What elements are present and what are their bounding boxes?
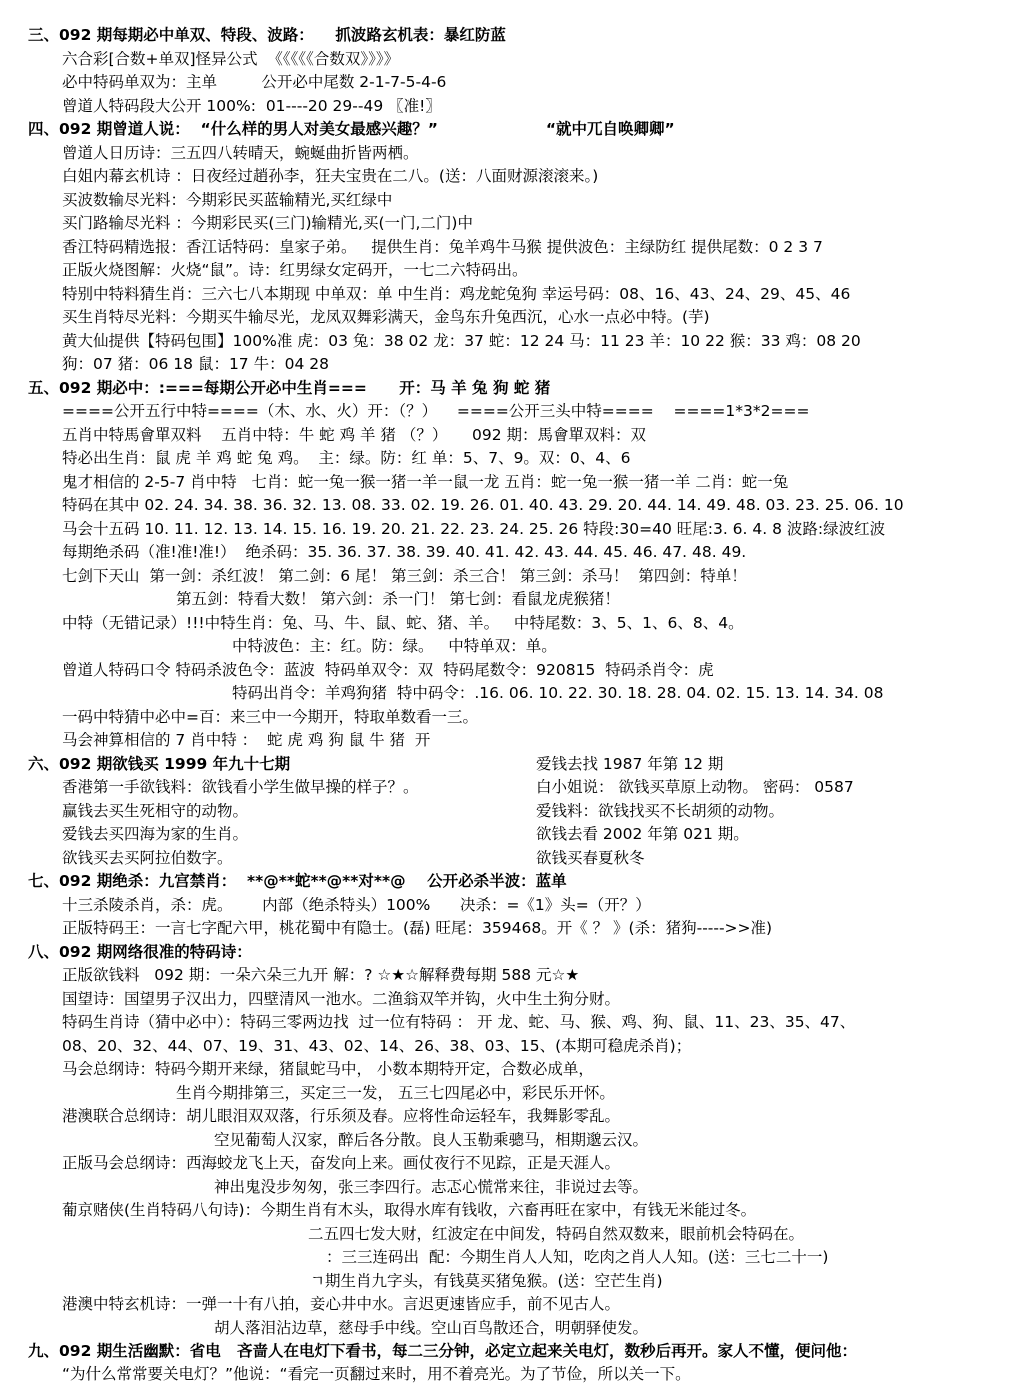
line-xiangjiang: 香江特码精选报：香江话特码：皇家子弟。 提供生肖：兔羊鸡牛马猴 提供波色：主绿防红 提供尾数：0 2 3 7 <box>62 237 823 256</box>
line-record: 中特（无错记录）!!!中特生肖：兔、马、牛、鼠、蛇、猪、羊。 中特尾数：3、5、1、6、8、4。 <box>62 613 744 632</box>
line-section-6: 六、092 期欲钱买 1999 年九十七期 <box>28 754 291 773</box>
line-fire-chart: 正版火烧图解：火烧“鼠”。诗：红男绿女定码开，一七二六特码出。 <box>62 261 528 279</box>
line-section-5: 五、092 期必中：:===每期公开必中生肖=== 开：马 羊 兔 狗 蛇 猪 <box>28 378 551 397</box>
line-hk-first: 香港第一手欲钱料：欲钱看小学生做早操的样子？。 <box>62 778 419 796</box>
line-must-odd-even: 必中特码单双为：主单 公开必中尾数 2-1-7-5-4-6 <box>62 73 447 91</box>
line-genuine-mahui: 正版马会总纲诗：西海蛟龙飞上天，奋发向上来。画仗夜行不见踪，正是天涯人。 <box>62 1154 621 1172</box>
line-section-4: 四、092 期曾道人说： “什么样的男人对美女最感兴趣？” “就中兀自唤卿卿” <box>28 120 675 138</box>
line-seven-swords-2: 第五剑：特看大数！ 第六剑：杀一门！ 第七剑：看鼠龙虎猴猪！ <box>176 590 620 608</box>
line-pujing-poem-2: 二五四七发大财，红波定在中间发，特码自然双数来，眼前机会特码在。 <box>308 1224 805 1243</box>
line-want-money: 欲钱去看 2002 年第 021 期。 <box>536 825 749 843</box>
line-five-zodiac: 五肖中特馬會單双料 五肖中特：牛 蛇 鸡 羊 猪 （？） 092 期：馬會單双料：双 <box>62 425 646 444</box>
line-wave-lose: 买波数输尽光料：今期彩民买蓝输精光,买红绿中 <box>62 190 393 209</box>
line-wave-color: 中特波色：主：红。防：绿。 中特单双：单。 <box>232 637 557 655</box>
line-257-zodiac: 鬼才相信的 2-5-7 肖中特 七肖：蛇一兔一猴一猪一羊一鼠一龙 五肖：蛇一兔一猴一猪一羊 二肖：蛇一兔 <box>62 472 789 491</box>
line-love-money: 爱钱去找 1987 年第 12 期 <box>536 754 724 773</box>
line-zodiac-poem: 特码生肖诗（猜中必中）：特码三零两边找 过一位有特码 ： 开 龙、蛇、马、猴、鸡、狗、鼠、11、23、35、47、 <box>62 1013 856 1031</box>
line-code-among: 特码在其中 02. 24. 34. 38. 36. 32. 13. 08. 33. 02. 19. 26. 01. 40. 43. 29. 20. 44. 14. 49. 48. 03. 23. 25. 06. 10 <box>62 496 904 514</box>
line-mahui-poem-2: 生肖今期排第三，买定三一发， 五三七四尾必中，彩民乐开怀。 <box>176 1083 615 1102</box>
line-mahui-poem: 马会总纲诗：特码今期开来绿，猪鼠蛇马中， 小数本期特开定，合数必成单， <box>62 1060 594 1078</box>
line-zodiac-poem-2: 08、20、32、44、07、19、31、43、02、14、26、38、03、15、(本期可稳虎杀肖)； <box>62 1036 692 1055</box>
line-must-zodiac: 特必出生肖：鼠 虎 羊 鸡 蛇 兔 鸡。 主：绿。防：红 单：5、7、9。双：0、4、6 <box>62 449 631 467</box>
line-love-money-3: 爱钱去买四海为家的生肖。 <box>62 825 249 843</box>
line-section-9: 九、092 期生活幽默：省电 吝啬人在电灯下看书，每二三分钟，必定立起来关电灯，数秒后再开。家人不懂，便问他： <box>28 1341 857 1360</box>
line-door-lose: 买门路输尽光料 ：今期彩民买(三门)输精光,买(一门,二门)中 <box>62 214 473 232</box>
line-baijie-poem: 白姐内幕玄机诗 ：日夜经过趙孙李，狂夫宝贵在二八。(送：八面财源滚滚来。) <box>62 167 599 185</box>
line-pujing-poem-4: ㄱ期生肖九字头，有钱莫买猪兔猴。(送：空芒生肖) <box>310 1271 663 1290</box>
line-gangao-poem: 港澳联合总纲诗：胡儿眼泪双双落，行乐须及春。应将性命运轻车，我舞影零乱。 <box>62 1107 621 1125</box>
line-password-2: 特码出肖令：羊鸡狗猪 特中码令：.16. 06. 10. 22. 30. 18. 28. 04. 02. 15. 13. 14. 34. 08 <box>232 684 884 702</box>
line-guowang-poem: 国望诗：国望男子汉出力，四壁清风一池水。二渔翁双竿并钩，火中生土狗分财。 <box>62 989 621 1008</box>
line-gangao-poem-2: 空见葡萄人汉家，醉后各分散。良人玉勒乘骢马，相期邈云汉。 <box>214 1130 649 1149</box>
line-thirteen-kill: 十三杀陵杀肖，杀：虎。 内部（绝杀特头）100% 决杀：=《1》头=（开？） <box>62 895 651 914</box>
line-section-8: 八、092 期网络很准的特码诗： <box>28 942 252 961</box>
line-section-7: 七、092 期绝杀：九宫禁肖： **@**蛇**@**对**@ 公开必杀半波：蓝单 <box>28 872 567 890</box>
line-huangdaxian: 黄大仙提供【特码包围】100%准 虎：03 兔：38 02 龙：37 蛇：12 24 马：11 23 羊：10 22 猴：33 鸡：08 20 <box>62 331 861 350</box>
line-section-9-quote: “为什么常常要关电灯？”他说：“看完一页翻过来时，用不着亮光。为了节俭，所以关一下。 <box>62 1364 691 1383</box>
line-formula: 六合彩[合数+单双]怪异公式 《《《《《合数双》》》》 <box>62 49 400 68</box>
line-pujing-poem-3: ：三三连码出 配：今期生肖人人知，吃肉之肖人人知。(送：三七二十一) <box>326 1248 829 1266</box>
line-password: 曾道人特码口令 特码杀波色令：蓝波 特码单双令：双 特码尾数令：920815 特码杀肖令：虎 <box>62 660 714 679</box>
line-kill-codes: 每期绝杀码（准!准!准!） 绝杀码：35. 36. 37. 38. 39. 40. 41. 42. 43. 44. 45. 46. 47. 48. 49. <box>62 543 747 561</box>
line-pujing-poem: 葡京赌侠(生肖特码八句诗)：今期生肖有木头，取得水库有钱收，六畜再旺在家中，有钱无米能过冬。 <box>62 1201 757 1219</box>
line-seven-swords: 七剑下天山 第一剑：杀红波！ 第二剑：6 尾！ 第三剑：杀三合！ 第三剑：杀马！ 第四剑：特单！ <box>62 566 747 585</box>
line-genuine-mahui-2: 神出鬼没步匆匆，张三李四行。志忑心慌常来往，非说过去等。 <box>214 1177 649 1196</box>
line-calendar-poem: 曾道人日历诗：三五四八转晴天，蜿蜒曲折皆两栖。 <box>62 143 419 162</box>
line-special-guess: 特别中特料猜生肖：三六七八本期现 中单双：单 中生肖：鸡龙蛇兔狗 幸运号码：08、16、43、24、29、45、46 <box>62 284 851 303</box>
line-gangao-zhongte-2: 胡人落泪沾边草，慈母手中线。空山百鸟散还合，明朝驿使发。 <box>214 1318 649 1337</box>
line-code-king: 正版特码王：一言七字配六甲，桃花蜀中有隐士。(磊) 旺尾：359468。开《 ？ 》(杀：猪狗----->>准) <box>62 919 773 937</box>
line-gangao-zhongte: 港澳中特玄机诗：一弹一十有八拍，妾心井中水。言迟更速皆应手，前不见古人。 <box>62 1295 621 1313</box>
line-baixiaojie: 白小姐说： 欲钱买草原上动物。 密码： 0587 <box>536 778 854 796</box>
line-want-money-3: 欲钱买春夏秋冬 <box>536 848 645 867</box>
line-five-elements: ====公开五行中特====（木、水、火）开：（？） ====公开三头中特==== ====1*3*2=== <box>62 402 810 420</box>
line-fifteen-codes: 马会十五码 10. 11. 12. 13. 14. 15. 16. 19. 20. 21. 22. 23. 24. 25. 26 特段:30=40 旺尾:3. 6. 4. 8 波路:绿波红波 <box>62 519 886 538</box>
line-one-code: 一码中特猜中必中=百：来三中一今期开，特取单数看一三。 <box>62 707 478 726</box>
line-love-money-2: 爱钱料：欲钱找买不长胡须的动物。 <box>536 801 785 820</box>
line-zodiac-lose: 买生肖特尽光料：今期买牛输尽光，龙凤双舞彩满天，金鸟东升兔西沉，心水一点必中特。(芋) <box>62 308 710 326</box>
line-huangdaxian-cont: 狗：07 猪：06 18 鼠：17 牛：04 28 <box>62 355 329 373</box>
line-genuine-money: 正版欲钱料 092 期：一朵六朵三九开 解：? ☆★☆解释费每期 588 元☆★ <box>62 966 580 984</box>
line-segment-public: 曾道人特码段大公开 100%: 01----20 29--49 〖准!〗 <box>62 96 441 115</box>
line-section-3: 三、092 期每期必中单双、特段、波路： 抓波路玄机表：暴红防蓝 <box>28 26 506 44</box>
line-win-money: 赢钱去买生死相守的动物。 <box>62 801 249 820</box>
line-seven-zodiac: 马会神算相信的 7 肖中特 ： 蛇 虎 鸡 狗 鼠 牛 猪 开 <box>62 731 431 749</box>
line-want-money-2: 欲钱买去买阿拉伯数字。 <box>62 848 233 867</box>
